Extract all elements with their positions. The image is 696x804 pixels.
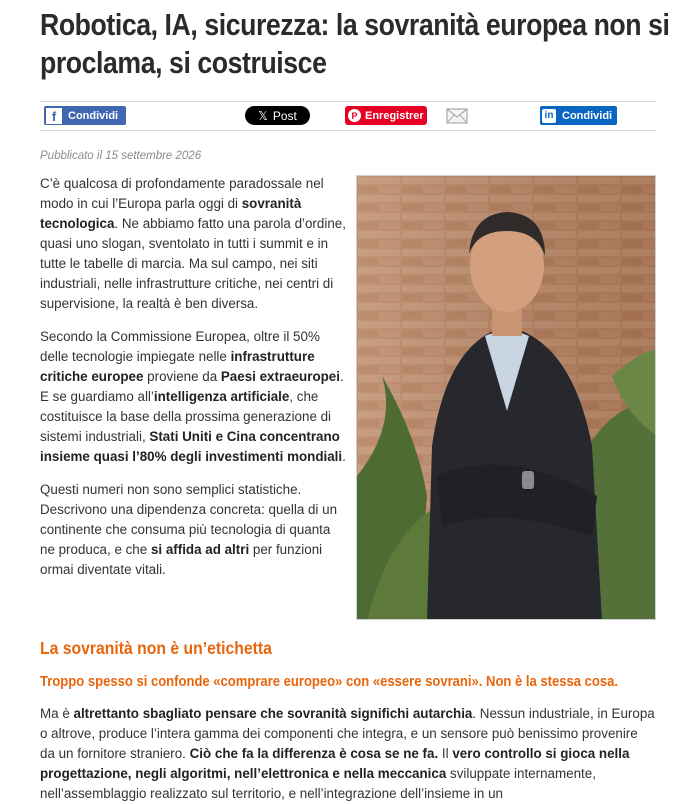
emphasis: Stati Uniti e Cina concentrano insieme quasi l’80% degli investimenti mondiali <box>40 429 343 464</box>
text: Questi numeri non sono semplici statistiche. Descrivono una dipendenza concreta: quella di un continente che consuma più tecnologia di quanta ne produca, e che <box>40 482 338 557</box>
portrait-illustration <box>357 176 656 620</box>
text: . Ne abbiamo fatto una parola d’ordine, quasi uno slogan, sventolato in tutti i summit e in tutte le tabelle di marcia. Ma sul campo, nei siti industriali, nelle infrastrutture critiche, nei centri di supervisione, la realtà è ben diversa. <box>40 216 346 311</box>
paragraph-3 <box>40 480 346 580</box>
text: Ma è <box>40 706 74 721</box>
text: sviluppate internamente, nell’assemblaggio realizzato sul territorio, e nell’integrazione dell’insieme in un <box>40 766 596 801</box>
paragraph-2 <box>40 327 346 467</box>
article-intro-column <box>40 174 346 593</box>
linkedin-icon: in <box>542 109 556 123</box>
pinterest-save-label: Enregistrer <box>365 109 424 122</box>
emphasis: vero controllo si gioca nella progettazione, negli algoritmi, nell’elettronica e nella meccanica <box>40 746 630 781</box>
text: . E se guardiamo all’ <box>40 369 344 404</box>
facebook-share-label: Condividi <box>68 109 119 122</box>
paragraph-1 <box>40 174 346 314</box>
text: . Nessun industriale, in Europa o altrove, produce l’intera gamma dei componenti che integra, e un sensore può benissimo provenire da un fornitore straniero. <box>40 706 655 761</box>
text: Secondo la Commissione Europea, oltre il 50% delle tecnologie impiegate nelle <box>40 329 320 364</box>
emphasis: altrettanto sbagliato pensare che sovranità significhi autarchia <box>73 706 473 721</box>
pinterest-save-button[interactable] <box>345 106 427 125</box>
linkedin-share-button[interactable] <box>540 106 617 125</box>
paragraph-4 <box>40 704 656 804</box>
emphasis: Ciò che fa la differenza è cosa se ne fa. <box>189 746 439 761</box>
text: proviene da <box>143 369 221 384</box>
x-post-button[interactable] <box>245 106 310 125</box>
publish-date: Pubblicato il 15 settembre 2026 <box>40 150 202 162</box>
mail-icon <box>446 108 468 124</box>
emphasis: Paesi extraeuropei <box>220 369 340 384</box>
x-post-label: Post <box>272 108 297 123</box>
pinterest-icon: P <box>348 109 361 122</box>
emphasis: si affida ad altri <box>150 542 250 557</box>
emphasis: infrastrutture critiche europee <box>40 349 315 384</box>
section-subheading: Troppo spesso si confonde «comprare europeo» con «essere sovrani». Non è la stessa cosa. <box>40 674 619 690</box>
article-title: Robotica, IA, sicurezza: la sovranità europea non si proclama, si costruisce <box>40 7 670 80</box>
email-share-button[interactable] <box>446 106 468 125</box>
text: , che costituisce la base della prossima generazione di sistemi industriali, <box>40 389 332 444</box>
facebook-share-button[interactable] <box>44 106 126 125</box>
text: per funzioni ormai diventate vitali. <box>40 542 323 577</box>
linkedin-share-label: Condividi <box>562 109 613 122</box>
emphasis: sovranità tecnologica <box>40 196 302 231</box>
text: C’è qualcosa di profondamente paradossale nel modo in cui l’Europa parla oggi di <box>40 176 324 211</box>
section-heading: La sovranità non è un’etichetta <box>40 638 272 658</box>
facebook-icon: f <box>46 108 62 124</box>
x-logo-icon: 𝕏 <box>258 108 268 123</box>
text: Il <box>438 746 453 761</box>
author-portrait-photo <box>356 175 656 620</box>
emphasis: intelligenza artificiale <box>153 389 290 404</box>
share-bar <box>40 101 656 131</box>
text: . <box>342 449 346 464</box>
